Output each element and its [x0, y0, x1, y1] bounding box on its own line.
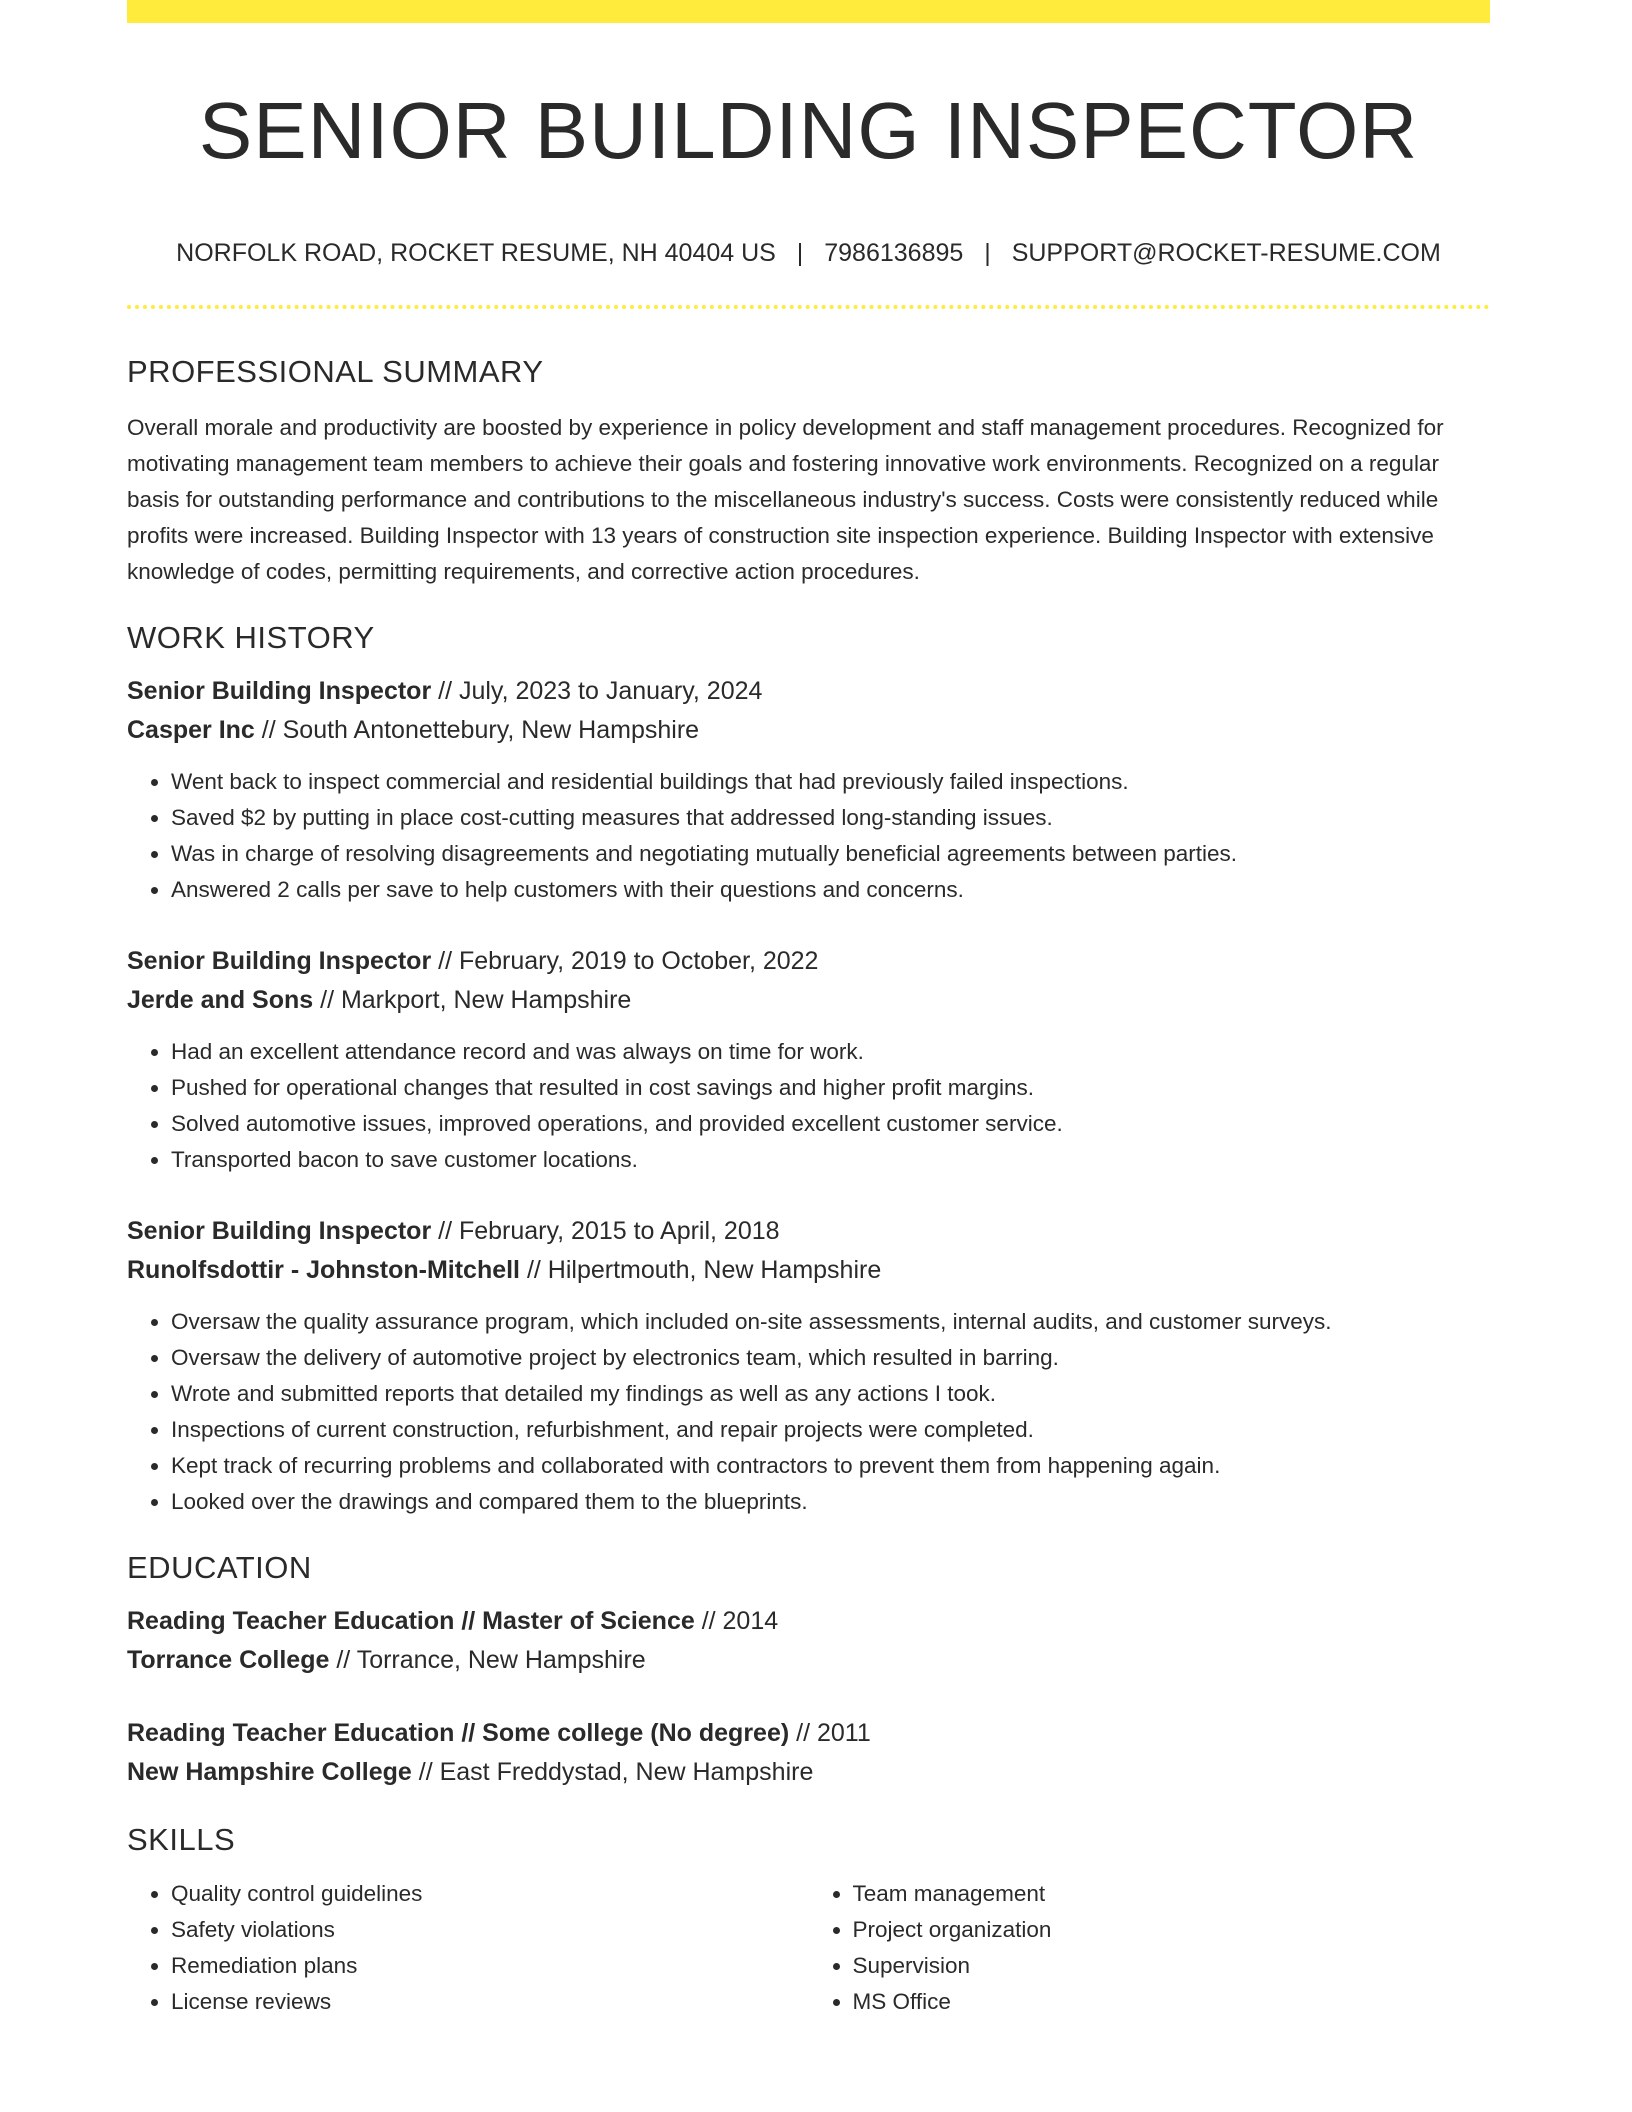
job-title-line — [127, 942, 1490, 981]
job-bullet: • Pushed for operational changes that resulted in cost savings and higher profit margins. — [171, 1070, 1490, 1106]
job-entry — [127, 672, 1490, 908]
job-entry — [127, 1212, 1490, 1520]
job-bullet: • Transported bacon to save customer locations. — [171, 1142, 1490, 1178]
education-location: // Torrance, New Hampshire — [329, 1646, 646, 1674]
skill-item: • License reviews — [171, 1984, 809, 2020]
job-bullets — [127, 764, 1490, 908]
job-bullet: • Oversaw the quality assurance program, which included on-site assessments, internal audits, and customer surveys. — [171, 1304, 1490, 1340]
education-heading: EDUCATION — [127, 1550, 312, 1585]
job-company: Runolfsdottir - Johnston-Mitchell — [127, 1256, 521, 1284]
job-company-line — [127, 1251, 1490, 1290]
job-bullet: • Wrote and submitted reports that detailed my findings as well as any actions I took. — [171, 1376, 1490, 1412]
skills-list-left — [127, 1876, 809, 2020]
job-title-line — [127, 1212, 1490, 1251]
contact-address: NORFOLK ROAD, ROCKET RESUME, NH 40404 US — [176, 239, 776, 267]
job-bullets — [127, 1034, 1490, 1178]
education-entry — [127, 1714, 1490, 1792]
work-history-heading: WORK HISTORY — [127, 620, 375, 655]
education-degree-line — [127, 1714, 1490, 1753]
job-company-line — [127, 981, 1490, 1020]
job-dates: // February, 2015 to April, 2018 — [431, 1217, 780, 1245]
job-dates: // February, 2019 to October, 2022 — [431, 947, 819, 975]
job-title-line — [127, 672, 1490, 711]
job-bullet: • Inspections of current construction, refurbishment, and repair projects were completed. — [171, 1412, 1490, 1448]
work-history-section — [127, 616, 1490, 1520]
contact-line — [127, 236, 1490, 270]
contact-separator: | — [796, 239, 804, 267]
job-entry — [127, 942, 1490, 1178]
job-location: // South Antonettebury, New Hampshire — [254, 716, 700, 744]
job-bullet: • Kept track of recurring problems and collaborated with contractors to prevent them from happening again. — [171, 1448, 1490, 1484]
job-company: Jerde and Sons — [127, 986, 314, 1014]
job-bullet: • Oversaw the delivery of automotive project by electronics team, which resulted in barring. — [171, 1340, 1490, 1376]
job-bullet: • Answered 2 calls per save to help customers with their questions and concerns. — [171, 872, 1490, 908]
skills-list-right — [809, 1876, 1491, 2020]
job-bullets — [127, 1304, 1490, 1520]
skill-item: • Safety violations — [171, 1912, 809, 1948]
skill-item: • Project organization — [853, 1912, 1491, 1948]
job-bullet: • Solved automotive issues, improved operations, and provided excellent customer service. — [171, 1106, 1490, 1142]
education-degree: Reading Teacher Education // Some college (No degree) — [127, 1719, 790, 1747]
summary-text: Overall morale and productivity are boosted by experience in policy development and staff management procedures. Recognized for motivating management team members to achieve their goals and fostering innovative work environments. Recognized on a regular basis for outstanding performance and contributions to the miscellaneous industry's success. Costs were consistently reduced while profits were increased. Building Inspector with 13 years of construction site inspection experience. Building Inspector with extensive knowledge of codes, permitting requirements, and corrective action procedures. — [127, 415, 1444, 584]
contact-phone: 7986136895 — [824, 239, 964, 267]
job-location: // Hilpertmouth, New Hampshire — [520, 1256, 882, 1284]
contact-separator: | — [984, 239, 991, 267]
skill-item: • Remediation plans — [171, 1948, 809, 1984]
job-dates: // July, 2023 to January, 2024 — [431, 677, 763, 705]
job-title: Senior Building Inspector — [127, 947, 432, 975]
education-year: // 2011 — [789, 1719, 871, 1747]
resume-content — [127, 350, 1490, 2020]
education-location: // East Freddystad, New Hampshire — [411, 1758, 814, 1786]
job-company-line — [127, 711, 1490, 750]
job-location: // Markport, New Hampshire — [313, 986, 632, 1014]
summary-heading: PROFESSIONAL SUMMARY — [127, 354, 544, 389]
education-degree: Reading Teacher Education // Master of Science — [127, 1607, 695, 1635]
job-bullet: • Went back to inspect commercial and residential buildings that had previously failed inspections. — [171, 764, 1490, 800]
education-year: // 2014 — [694, 1607, 779, 1635]
job-title: Senior Building Inspector — [127, 1217, 432, 1245]
education-school-line — [127, 1641, 1490, 1680]
resume-name: SENIOR BUILDING INSPECTOR — [198, 86, 1419, 175]
job-bullet: • Had an excellent attendance record and was always on time for work. — [171, 1034, 1490, 1070]
skill-item: • MS Office — [853, 1984, 1491, 2020]
contact-email: SUPPORT@ROCKET-RESUME.COM — [1011, 239, 1441, 267]
header-divider — [127, 305, 1490, 309]
skill-item: • Team management — [853, 1876, 1491, 1912]
job-bullet: • Saved $2 by putting in place cost-cutting measures that addressed long-standing issues. — [171, 800, 1490, 836]
skills-heading: SKILLS — [127, 1822, 236, 1857]
education-section — [127, 1546, 1490, 1792]
skill-item: • Quality control guidelines — [171, 1876, 809, 1912]
skill-item: • Supervision — [853, 1948, 1491, 1984]
education-degree-line — [127, 1602, 1490, 1641]
education-school: Torrance College — [127, 1646, 330, 1674]
education-school-line — [127, 1753, 1490, 1792]
job-title: Senior Building Inspector — [127, 677, 432, 705]
accent-bar — [127, 0, 1490, 23]
job-company: Casper Inc — [127, 716, 255, 744]
education-entry — [127, 1602, 1490, 1680]
job-bullet: • Looked over the drawings and compared them to the blueprints. — [171, 1484, 1490, 1520]
job-bullet: • Was in charge of resolving disagreements and negotiating mutually beneficial agreements between parties. — [171, 836, 1490, 872]
skills-columns — [127, 1876, 1490, 2020]
education-school: New Hampshire College — [127, 1758, 412, 1786]
summary-section — [127, 350, 1490, 590]
skills-section — [127, 1818, 1490, 2020]
